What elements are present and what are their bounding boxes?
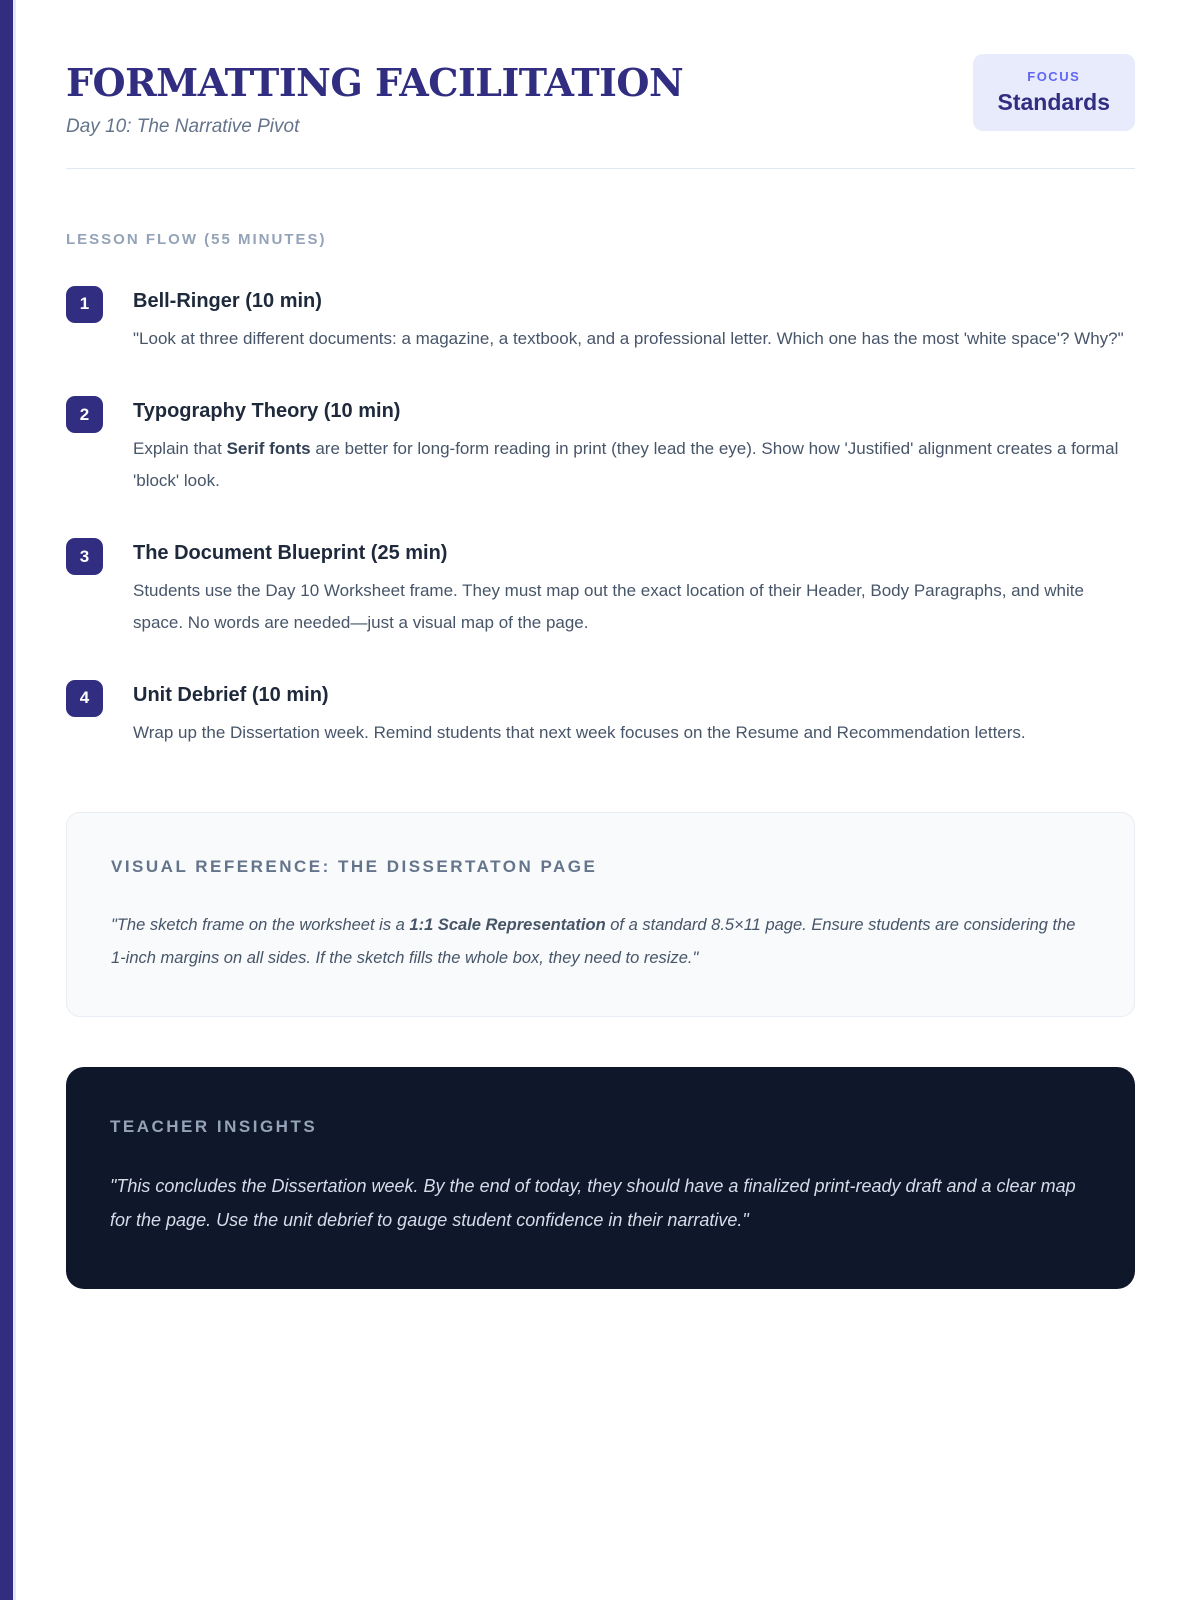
- emphasis-text: Serif fonts: [226, 439, 311, 459]
- visual-reference-box: [66, 812, 1135, 1016]
- lesson-steps-list: [66, 286, 1135, 749]
- text-segment: Wrap up the Dissertation week. Remind students that next week focuses on the Resume and Recommendation letters.: [133, 722, 1026, 742]
- page-header: [66, 54, 1135, 138]
- teacher-insights-box: [66, 1067, 1135, 1289]
- text-segment: are better for long-form reading in print (they lead the eye). Show how 'Justified' alignment creates a formal 'block' look.: [133, 439, 1119, 490]
- step-title: Bell-Ringer (10 min): [133, 289, 322, 312]
- step-content: [133, 680, 1026, 748]
- text-segment: Students use the Day 10 Worksheet frame. They must map out the exact location of their Header, Body Paragraphs, and white space. No words are needed—just a visual map of the page.: [133, 581, 1084, 632]
- step-content: [133, 538, 1135, 638]
- step-body: [133, 433, 1135, 496]
- header-text-block: [66, 54, 683, 138]
- step-title: The Document Blueprint (25 min): [133, 542, 448, 565]
- focus-badge-label: FOCUS: [1027, 69, 1081, 84]
- page-title: FORMATTING FACILITATION: [66, 60, 684, 105]
- text-segment: of a standard 8.5×11 page. Ensure students are considering the 1-inch margins on all sides. If the sketch fills the whole box, they need to resize.": [111, 916, 1076, 967]
- lesson-step: [66, 538, 1135, 638]
- text-segment: "Look at three different documents: a magazine, a textbook, and a professional letter. Which one has the most 'white space'? Why?": [133, 328, 1124, 348]
- step-content: [133, 286, 1124, 354]
- lesson-flow-section: [66, 231, 1135, 749]
- visual-reference-quote: [111, 909, 1090, 973]
- page-subtitle: Day 10: The Narrative Pivot: [66, 115, 300, 137]
- lesson-flow-heading: LESSON FLOW (55 MINUTES): [66, 230, 327, 248]
- step-body: [133, 575, 1135, 638]
- visual-reference-heading: VISUAL REFERENCE: THE DISSERTATON PAGE: [111, 857, 598, 877]
- step-title: Unit Debrief (10 min): [133, 683, 329, 706]
- text-segment: Explain that: [133, 439, 227, 459]
- focus-badge-value: Standards: [997, 89, 1110, 115]
- text-segment: "The sketch frame on the worksheet is a: [111, 916, 410, 935]
- lesson-step: [66, 680, 1135, 748]
- step-content: [133, 396, 1135, 496]
- step-number-badge: 2: [66, 396, 103, 433]
- teacher-insights-quote: "This concludes the Dissertation week. By the end of today, they should have a finalized print-ready draft and a clear map for the page. Use the unit debrief to gauge student confidence in their narrative.": [110, 1175, 1076, 1230]
- lesson-step: [66, 286, 1135, 354]
- left-accent-bar: [0, 0, 16, 1600]
- teacher-insights-heading: TEACHER INSIGHTS: [110, 1116, 318, 1136]
- step-body: [133, 717, 1026, 748]
- lesson-step: [66, 396, 1135, 496]
- step-number-badge: 4: [66, 680, 103, 717]
- focus-badge: [973, 54, 1135, 131]
- step-title: Typography Theory (10 min): [133, 400, 401, 423]
- emphasis-text: 1:1 Scale Representation: [409, 916, 606, 935]
- step-number-badge: 3: [66, 538, 103, 575]
- step-number-badge: 1: [66, 286, 103, 323]
- header-divider: [66, 168, 1135, 169]
- step-body: [133, 323, 1124, 354]
